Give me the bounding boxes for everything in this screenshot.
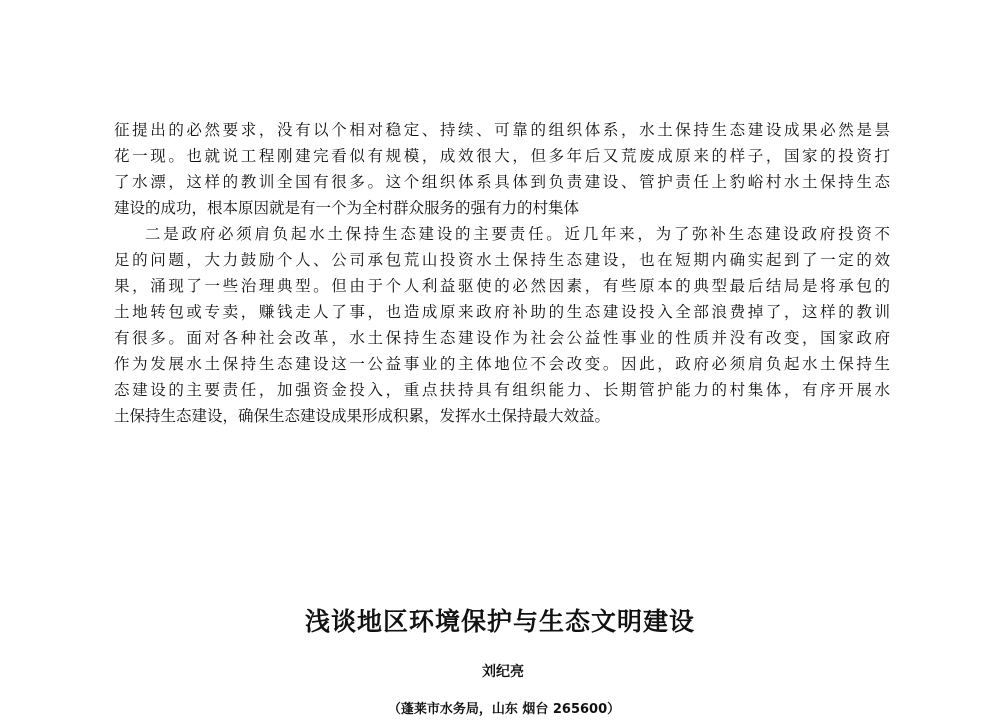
text-line: 土地转包或专卖，赚钱走人了事，也造成原来政府补助的生态建设投入全部浪费掉了，这样的教训 — [114, 303, 890, 321]
article-title: 浅谈地区环境保护与生态文明建设 — [304, 607, 695, 636]
text-line: 花一现。也就说工程刚建完看似有规模，成效很大，但多年后又荒废成原来的样子，国家的投资打 — [114, 147, 890, 165]
text-line: 态建设的主要责任，加强资金投入，重点扶持具有组织能力、长期管护能力的村集体，有序开展水 — [114, 381, 890, 399]
text-line: 建设的成功，根本原因就是有一个为全村群众服务的强有力的村集体 — [114, 199, 580, 217]
text-line: 作为发展水土保持生态建设这一公益事业的主体地位不会改变。因此，政府必须肩负起水土保持生 — [114, 355, 890, 373]
paragraph-1 — [114, 117, 890, 221]
paragraph-2 — [114, 221, 890, 429]
text-line: 有很多。面对各种社会改革，水土保持生态建设作为社会公益性事业的性质并没有改变，国家政府 — [114, 329, 890, 347]
text-line: 果，涌现了一些治理典型。但由于个人利益驱使的必然因素，有些原本的典型最后结局是将承包的 — [114, 277, 890, 295]
text-line: 土保持生态建设，确保生态建设成果形成积累，发挥水土保持最大效益。 — [114, 407, 611, 425]
text-line: 征提出的必然要求，没有以个相对稳定、持续、可靠的组织体系，水土保持生态建设成果必然是昙 — [114, 121, 890, 139]
article-author: 刘纪亮 — [482, 664, 524, 680]
body-text — [114, 117, 890, 429]
text-line: 足的问题，大力鼓励个人、公司承包荒山投资水土保持生态建设，也在短期内确实起到了一定的效 — [114, 251, 890, 269]
text-line: 二是政府必须肩负起水土保持生态建设的主要责任。近几年来，为了弥补生态建设政府投资不 — [145, 225, 890, 243]
article-affiliation: （蓬莱市水务局，山东 烟台 265600） — [387, 702, 621, 717]
text-line: 了水漂，这样的教训全国有很多。这个组织体系具体到负责建设、管护责任上豹峪村水土保持生态 — [114, 173, 890, 191]
